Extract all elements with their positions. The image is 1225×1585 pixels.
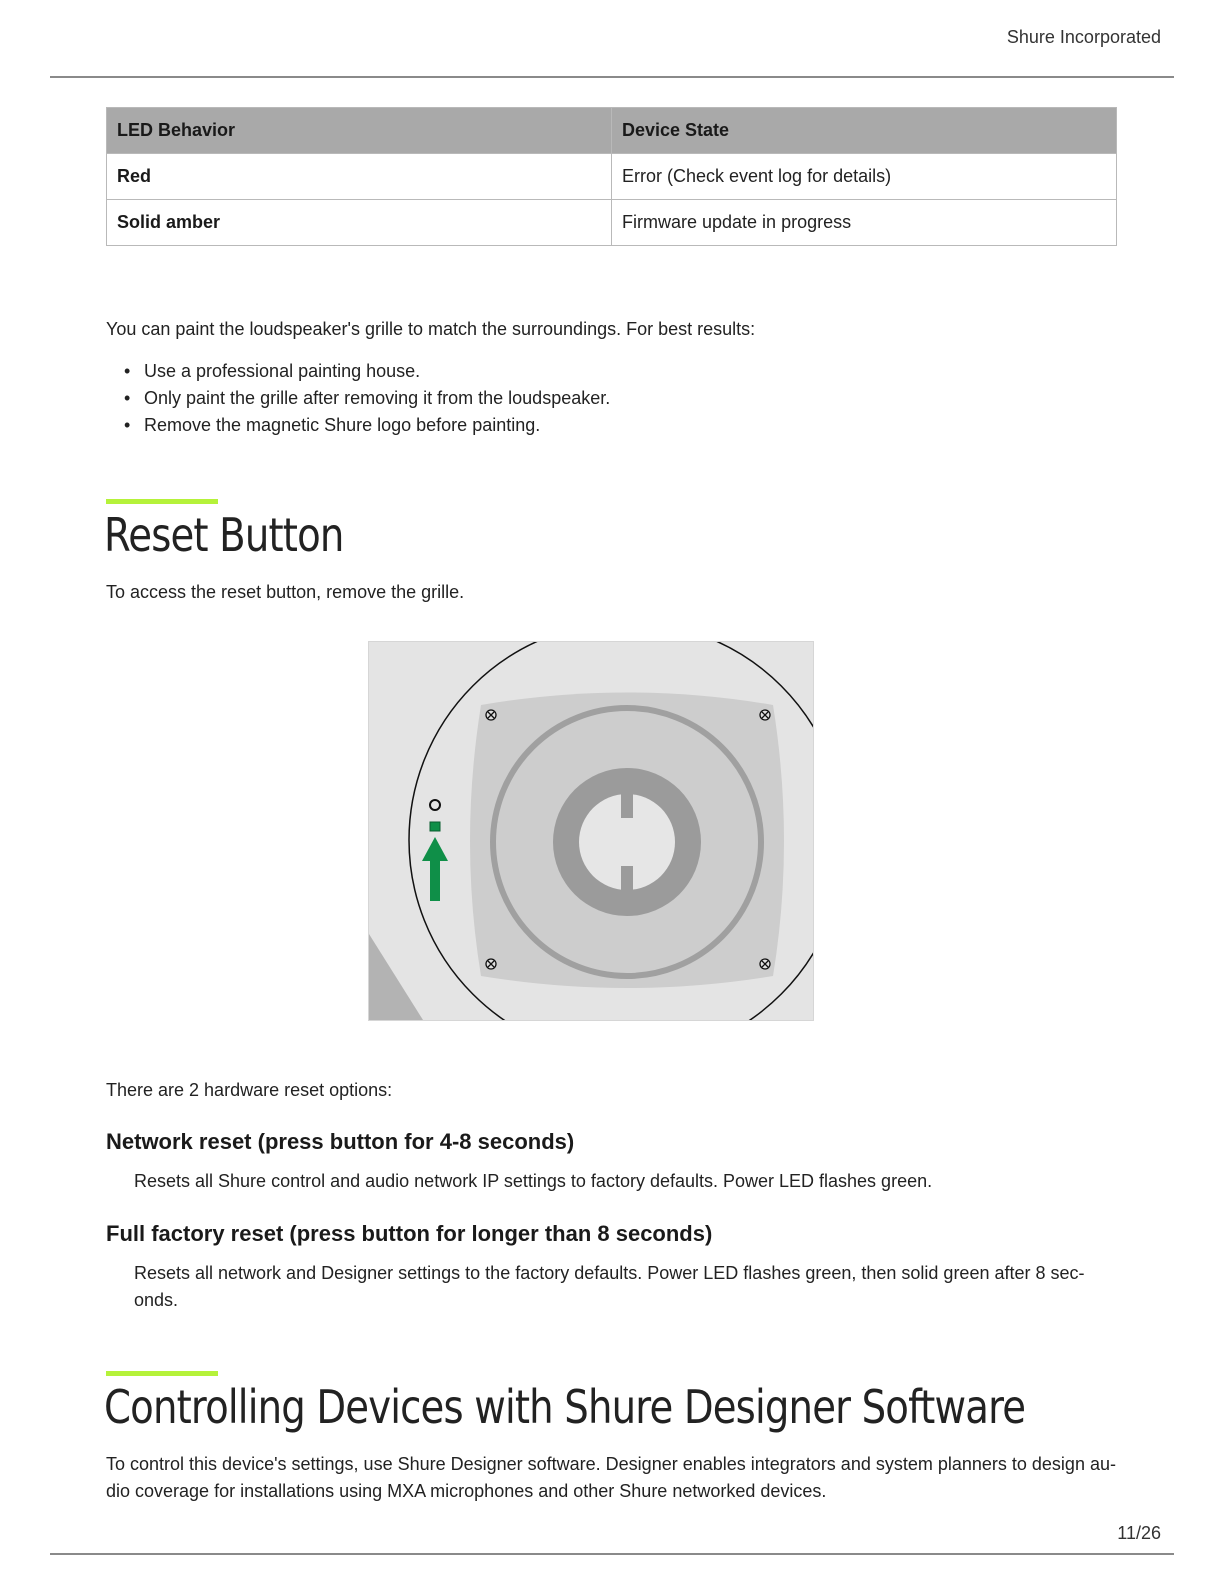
reset-intro-text: To access the reset button, remove the grille. — [106, 582, 465, 602]
paint-intro-text: You can paint the loudspeaker's grille to match the surroundings. For best results: — [106, 319, 756, 339]
reset-button-icon — [430, 822, 440, 831]
section-title-designer-software: Controlling Devices with Shure Designer Software — [104, 1380, 1026, 1434]
designer-body-text: To control this device's settings, use Shure Designer software. Designer enables integrators and system planners to design au-dio coverage for installations using MXA microphones and other Shure networked devices. — [106, 1454, 1116, 1501]
screw-icon — [486, 959, 496, 969]
list-item: • Remove the magnetic Shure logo before painting. — [106, 412, 610, 439]
paint-tips-list — [106, 358, 610, 439]
hub-notch-bottom — [621, 866, 633, 896]
table-row — [107, 154, 1117, 200]
section-accent-bar — [106, 499, 218, 504]
factory-reset-heading: Full factory reset (press button for longer than 8 seconds) — [106, 1221, 713, 1246]
screw-icon — [760, 959, 770, 969]
header-company-name: Shure Incorporated — [1006, 27, 1161, 47]
factory-reset-description: Resets all network and Designer settings to the factory defaults. Power LED flashes green, then solid green after 8 sec-onds. — [134, 1263, 1085, 1310]
section-title-reset-button: Reset Button — [104, 508, 344, 562]
led-behavior-table — [106, 107, 1117, 246]
table-cell-device-state: Firmware update in progress — [612, 200, 1117, 246]
column-header-led-behavior: LED Behavior — [107, 108, 612, 154]
column-header-device-state: Device State — [612, 108, 1117, 154]
list-item: • Use a professional painting house. — [106, 358, 610, 385]
network-reset-heading: Network reset (press button for 4-8 seconds) — [106, 1129, 575, 1154]
screw-icon — [486, 710, 496, 720]
table-cell-led-behavior: Red — [107, 154, 612, 200]
table-cell-led-behavior: Solid amber — [107, 200, 612, 246]
table-header-row — [107, 108, 1117, 154]
list-item: • Only paint the grille after removing it from the loudspeaker. — [106, 385, 610, 412]
reset-button-diagram — [368, 641, 814, 1021]
network-reset-description: Resets all Shure control and audio network IP settings to factory defaults. Power LED flashes green. — [134, 1171, 933, 1191]
footer-divider — [50, 1553, 1174, 1555]
hub-notch-top — [621, 788, 633, 818]
section-accent-bar — [106, 1371, 218, 1376]
page-number: 11/26 — [1117, 1523, 1161, 1543]
reset-options-intro: There are 2 hardware reset options: — [106, 1080, 393, 1100]
table-row — [107, 200, 1117, 246]
header-divider — [50, 76, 1174, 78]
screw-icon — [760, 710, 770, 720]
table-cell-device-state: Error (Check event log for details) — [612, 154, 1117, 200]
